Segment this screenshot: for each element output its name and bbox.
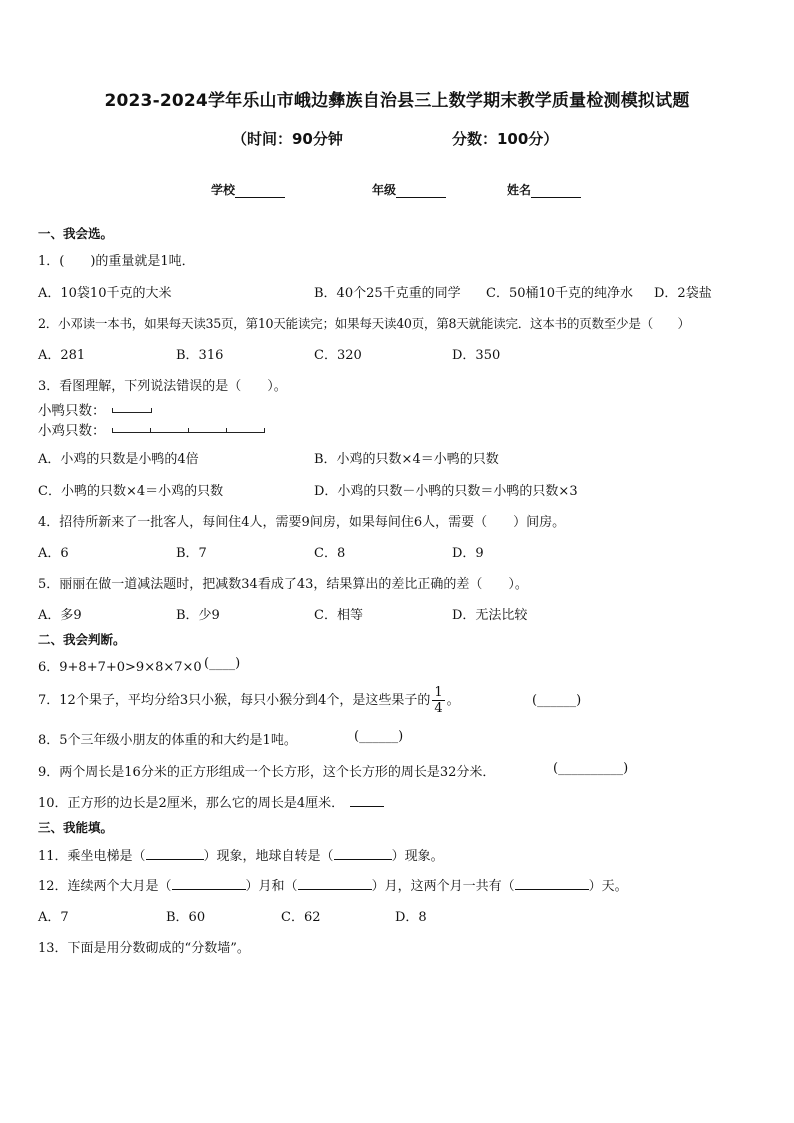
duck-count-label: 小鸭只数： — [38, 403, 106, 419]
q1-option-d[interactable]: D．2袋盐 — [654, 286, 712, 301]
q4-option-b[interactable]: B．7 — [176, 546, 207, 561]
q4-option-d[interactable]: D．9 — [452, 546, 484, 561]
q12-option-c[interactable]: C．62 — [281, 910, 321, 925]
q5-option-d[interactable]: D．无法比较 — [452, 608, 528, 623]
question-13: 13．下面是用分数砌成的“分数墙”。 — [38, 941, 250, 956]
section-heading-1: 一、我会选。 — [38, 226, 114, 241]
chick-tick-0 — [112, 428, 113, 433]
grade-blank[interactable] — [396, 185, 446, 198]
q12-blank-1[interactable] — [172, 877, 246, 890]
q5-option-b[interactable]: B．少9 — [176, 608, 220, 623]
q5-option-c[interactable]: C．相等 — [314, 608, 363, 623]
question-8: 8．5个三年级小朋友的体重的和大约是1吨。 — [38, 733, 297, 748]
q12-part-3: ）月，这两个月一共有（ — [371, 879, 515, 894]
q8-answer-blank[interactable]: (______) — [354, 729, 404, 744]
q12-option-a[interactable]: A．7 — [38, 910, 69, 925]
q10-answer-blank[interactable] — [350, 794, 384, 807]
name-blank[interactable] — [531, 185, 581, 198]
q12-option-d[interactable]: D．8 — [395, 910, 427, 925]
q12-blank-2[interactable] — [298, 877, 372, 890]
q2-option-d[interactable]: D．350 — [452, 348, 501, 363]
question-4: 4．招待所新来了一批客人，每间住4人，需要9间房，如果每间住6人，需要（ ）间房。 — [38, 515, 566, 530]
q12-part-2: ）月和（ — [245, 879, 298, 894]
q11-part-1: 11．乘坐电梯是（ — [38, 849, 146, 864]
grade-label: 年级 — [372, 183, 397, 197]
name-field[interactable] — [507, 181, 581, 198]
q4-option-c[interactable]: C．8 — [314, 546, 346, 561]
q3-option-a[interactable]: A．小鸡的只数是小鸭的4倍 — [38, 452, 199, 467]
q1-option-b[interactable]: B．40个25千克重的同学 — [314, 286, 461, 301]
chick-tick-3 — [226, 428, 227, 433]
section-heading-3: 三、我能填。 — [38, 820, 114, 835]
time-label: （时间：90分钟 — [232, 130, 343, 148]
question-5: 5．丽丽在做一道减法题时，把减数34看成了43，结果算出的差比正确的差（ ）。 — [38, 577, 528, 592]
q7-text: 7．12个果子，平均分给3只小猴，每只小猴分到4个，是这些果子的 — [38, 693, 431, 708]
question-11 — [38, 845, 444, 864]
q10-text: 10．正方形的边长是2厘米，那么它的周长是4厘米． — [38, 796, 345, 811]
q7-answer-blank[interactable]: (______) — [532, 693, 582, 708]
q7-fraction-denominator: 4 — [434, 701, 443, 716]
q11-blank-2[interactable] — [334, 847, 392, 860]
chick-tick-4 — [264, 428, 265, 433]
q7-end: 。 — [446, 693, 460, 708]
duck-tick-end — [151, 408, 152, 413]
page-title: 2023-2024学年乐山市峨边彝族自治县三上数学期末教学质量检测模拟试题 — [104, 91, 690, 111]
q11-blank-1[interactable] — [146, 847, 204, 860]
q2-option-c[interactable]: C．320 — [314, 348, 362, 363]
question-6: 6．9+8+7+0>9×8×7×0 — [38, 660, 202, 675]
name-label: 姓名 — [507, 183, 532, 197]
question-10 — [38, 792, 384, 811]
q11-part-2: ）现象，地球自转是（ — [203, 849, 334, 864]
q11-part-3: ）现象。 — [391, 849, 444, 864]
chick-count-label: 小鸡只数： — [38, 423, 106, 439]
school-blank[interactable] — [235, 185, 285, 198]
q7-fraction — [432, 685, 444, 716]
q3-option-d[interactable]: D．小鸡的只数－小鸭的只数＝小鸭的只数×3 — [314, 484, 578, 499]
chick-tick-2 — [188, 428, 189, 433]
q2-option-a[interactable]: A．281 — [38, 348, 86, 363]
question-1: 1．( )的重量就是1吨． — [38, 254, 195, 269]
question-9: 9．两个周长是16分米的正方形组成一个长方形，这个长方形的周长是32分米． — [38, 765, 496, 780]
q3-option-b[interactable]: B．小鸡的只数×4＝小鸭的只数 — [314, 452, 499, 467]
section-heading-2: 二、我会判断。 — [38, 632, 126, 647]
school-label: 学校 — [211, 183, 236, 197]
q6-answer-blank[interactable]: (____) — [204, 656, 241, 671]
chick-tick-1 — [150, 428, 151, 433]
q3-option-c[interactable]: C．小鸭的只数×4＝小鸡的只数 — [38, 484, 224, 499]
score-label: 分数：100分） — [452, 130, 559, 148]
school-field[interactable] — [211, 181, 285, 198]
q7-fraction-numerator: 1 — [434, 685, 443, 700]
question-12 — [38, 875, 628, 894]
q1-option-c[interactable]: C．50桶10千克的纯净水 — [486, 286, 634, 301]
question-7 — [38, 685, 460, 716]
q5-option-a[interactable]: A．多9 — [38, 608, 82, 623]
q12-part-1: 12．连续两个大月是（ — [38, 879, 172, 894]
q12-option-b[interactable]: B．60 — [166, 910, 206, 925]
q12-part-4: ）天。 — [588, 879, 628, 894]
q1-option-a[interactable]: A．10袋10千克的大米 — [38, 286, 172, 301]
question-3: 3．看图理解，下列说法错误的是（ ）。 — [38, 379, 287, 394]
grade-field[interactable] — [372, 181, 446, 198]
duck-segment — [112, 412, 151, 413]
q12-blank-3[interactable] — [515, 877, 589, 890]
q9-answer-blank[interactable]: (__________) — [553, 761, 629, 776]
question-2: 2．小邓读一本书，如果每天读35页，第10天能读完；如果每天读40页，第8天就能读完．这本书的页数至少是（ ） — [38, 316, 690, 331]
duck-tick-start — [112, 408, 113, 413]
q4-option-a[interactable]: A．6 — [38, 546, 69, 561]
q2-option-b[interactable]: B．316 — [176, 348, 224, 363]
